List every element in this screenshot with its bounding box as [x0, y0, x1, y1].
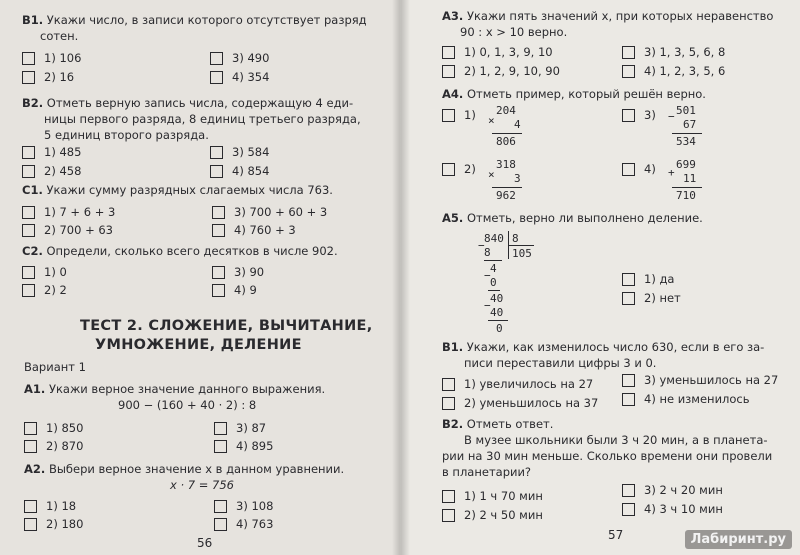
checkbox[interactable]	[622, 503, 635, 516]
question-a2: А2. Выбери верное значение x в данном уравнении.	[24, 462, 345, 476]
book-gutter	[392, 0, 410, 555]
question-c2: С2. Определи, сколько всего десятков в числе 902.	[22, 244, 338, 258]
question-text: В музее школьники были 3 ч 20 мин, а в планета-	[464, 433, 768, 447]
operand: 11	[683, 172, 697, 185]
checkbox[interactable]	[442, 163, 455, 176]
question-b1: В1. Укажи число, в записи которого отсутствует разряд	[22, 13, 367, 27]
checkbox-option[interactable]: 1) 850	[24, 421, 83, 435]
checkbox[interactable]	[22, 224, 35, 237]
result: 710	[676, 189, 696, 202]
expression: 900 − (160 + 40 · 2) : 8	[118, 398, 257, 412]
calc-line	[484, 260, 502, 261]
checkbox[interactable]	[442, 509, 455, 522]
checkbox-option[interactable]: 3) 90	[212, 265, 264, 279]
checkbox-option[interactable]: 3) 87	[214, 421, 266, 435]
question-a5: А5. Отметь, верно ли выполнено деление.	[442, 211, 703, 225]
operator-sign: −	[668, 110, 675, 123]
operator-sign: ×	[488, 168, 495, 181]
test-subtitle: УМНОЖЕНИЕ, ДЕЛЕНИЕ	[95, 337, 302, 353]
checkbox-option[interactable]: 4)	[622, 162, 656, 176]
checkbox-option[interactable]: 3) 584	[210, 145, 269, 159]
checkbox-option[interactable]: 1) 7 + 6 + 3	[22, 205, 115, 219]
question-text: в планетарии?	[442, 465, 532, 479]
remainder: 0	[496, 322, 503, 335]
checkbox-option[interactable]: 2) 458	[22, 164, 81, 178]
operand: 3	[514, 172, 521, 185]
result: 806	[496, 135, 516, 148]
calc-line	[672, 187, 702, 188]
checkbox[interactable]	[22, 165, 35, 178]
checkbox[interactable]	[214, 440, 227, 453]
checkbox-option[interactable]: 4) 3 ч 10 мин	[622, 502, 723, 516]
calc-line	[488, 290, 500, 291]
question-b2: В2. Отметь верную запись числа, содержащую 4 еди-	[22, 96, 354, 110]
checkbox-option[interactable]: 2) 2	[22, 283, 67, 297]
operator-sign: ×	[488, 114, 495, 127]
checkbox[interactable]	[22, 52, 35, 65]
result: 962	[496, 189, 516, 202]
checkbox-option[interactable]: 2) 16	[22, 70, 74, 84]
checkbox[interactable]	[210, 146, 223, 159]
checkbox-option[interactable]: 4) 1, 2, 3, 5, 6	[622, 64, 725, 78]
subtrahend: 40	[490, 306, 504, 319]
checkbox[interactable]	[622, 109, 635, 122]
calc-line	[492, 187, 522, 188]
question-text: 90 : x > 10 верно.	[460, 25, 568, 39]
checkbox[interactable]	[22, 206, 35, 219]
checkbox[interactable]	[22, 71, 35, 84]
checkbox[interactable]	[210, 165, 223, 178]
checkbox-option[interactable]: 1) 1 ч 70 мин	[442, 489, 543, 503]
checkbox[interactable]	[24, 422, 37, 435]
question-b2-right: В2. Отметь ответ.	[442, 417, 554, 431]
calc-line	[672, 133, 702, 134]
checkbox-option[interactable]: 2) уменьшилось на 37	[442, 396, 598, 410]
checkbox-option[interactable]: 3) 700 + 60 + 3	[212, 205, 327, 219]
checkbox[interactable]	[24, 518, 37, 531]
checkbox[interactable]	[214, 500, 227, 513]
checkbox-option[interactable]: 4) 354	[210, 70, 269, 84]
checkbox-option[interactable]: 2) 1, 2, 9, 10, 90	[442, 64, 560, 78]
checkbox-option[interactable]: 1) 18	[24, 499, 76, 513]
checkbox-option[interactable]: 4) 854	[210, 164, 269, 178]
checkbox[interactable]	[22, 266, 35, 279]
checkbox[interactable]	[212, 224, 225, 237]
checkbox[interactable]	[442, 397, 455, 410]
checkbox[interactable]	[214, 518, 227, 531]
checkbox[interactable]	[24, 440, 37, 453]
checkbox-option[interactable]: 2) 870	[24, 439, 83, 453]
checkbox[interactable]	[622, 374, 635, 387]
checkbox[interactable]	[214, 422, 227, 435]
question-a3: А3. Укажи пять значений x, при которых неравенство	[442, 9, 774, 23]
question-a1: А1. Укажи верное значение данного выражения.	[24, 382, 326, 396]
checkbox-option[interactable]: 1) увеличилось на 27	[442, 377, 593, 391]
operand: 204	[496, 104, 516, 117]
operand: 318	[496, 158, 516, 171]
checkbox-option[interactable]: 2) нет	[622, 291, 681, 305]
checkbox-option[interactable]: 3) 2 ч 20 мин	[622, 483, 723, 497]
remainder: 4	[490, 262, 497, 275]
question-b1-right: В1. Укажи, как изменилось число 630, если в его за-	[442, 340, 765, 354]
page-number: 56	[197, 536, 213, 550]
question-text: сотен.	[40, 29, 79, 43]
checkbox[interactable]	[622, 273, 635, 286]
checkbox-option[interactable]: 4) 9	[212, 283, 257, 297]
dividend: 840	[484, 232, 504, 245]
operand: 699	[676, 158, 696, 171]
expression: x · 7 = 756	[170, 478, 234, 492]
checkbox[interactable]	[210, 52, 223, 65]
checkbox-option[interactable]: 1) 0	[22, 265, 67, 279]
question-text: ницы первого разряда, 8 единиц третьего разряда,	[44, 112, 361, 126]
checkbox[interactable]	[212, 206, 225, 219]
checkbox[interactable]	[442, 378, 455, 391]
checkbox[interactable]	[622, 46, 635, 59]
checkbox[interactable]	[622, 393, 635, 406]
checkbox[interactable]	[622, 65, 635, 78]
operator-sign: +	[668, 166, 675, 179]
page-number: 57	[608, 528, 624, 542]
checkbox-option[interactable]: 2)	[442, 162, 476, 176]
checkbox[interactable]	[442, 46, 455, 59]
quotient: 105	[512, 247, 532, 260]
watermark: Лабиринт.ру	[685, 530, 792, 549]
checkbox-option[interactable]: 2) 2 ч 50 мин	[442, 508, 543, 522]
checkbox[interactable]	[22, 146, 35, 159]
checkbox[interactable]	[622, 484, 635, 497]
test-title: ТЕСТ 2. СЛОЖЕНИЕ, ВЫЧИТАНИЕ,	[80, 318, 373, 334]
question-text: писи переставили цифры 3 и 0.	[464, 356, 657, 370]
checkbox-option[interactable]: 3)	[622, 108, 656, 122]
division-line	[508, 245, 534, 246]
checkbox-option[interactable]: 3) 1, 3, 5, 6, 8	[622, 45, 725, 59]
operand: 501	[676, 104, 696, 117]
checkbox-option[interactable]: 4) 763	[214, 517, 273, 531]
checkbox[interactable]	[24, 500, 37, 513]
checkbox-option[interactable]: 1) 485	[22, 145, 81, 159]
question-text: 5 единиц второго разряда.	[44, 128, 209, 142]
question-c1: С1. Укажи сумму разрядных слагаемых числа 763.	[22, 183, 333, 197]
checkbox[interactable]	[622, 163, 635, 176]
checkbox-option[interactable]: 3) уменьшилось на 27	[622, 373, 778, 387]
checkbox[interactable]	[442, 490, 455, 503]
checkbox-option[interactable]: 2) 180	[24, 517, 83, 531]
checkbox[interactable]	[622, 292, 635, 305]
checkbox-option[interactable]: 4) 895	[214, 439, 273, 453]
subtrahend: 0	[490, 276, 497, 289]
checkbox-option[interactable]: 3) 490	[210, 51, 269, 65]
checkbox[interactable]	[212, 266, 225, 279]
checkbox[interactable]	[212, 284, 225, 297]
checkbox-option[interactable]: 1) 106	[22, 51, 81, 65]
checkbox-option[interactable]: 4) не изменилось	[622, 392, 750, 406]
checkbox[interactable]	[442, 109, 455, 122]
divisor: 8	[512, 232, 519, 245]
calc-line	[488, 320, 508, 321]
variant-label: Вариант 1	[24, 360, 86, 374]
checkbox-option[interactable]: 1) 0, 1, 3, 9, 10	[442, 45, 553, 59]
checkbox-option[interactable]: 1)	[442, 108, 476, 122]
checkbox-option[interactable]: 2) 700 + 63	[22, 223, 113, 237]
calc-line	[492, 133, 522, 134]
remainder: 40	[490, 292, 504, 305]
checkbox[interactable]	[442, 65, 455, 78]
operand: 67	[683, 118, 697, 131]
question-a4: А4. Отметь пример, который решён верно.	[442, 87, 706, 101]
checkbox[interactable]	[210, 71, 223, 84]
operand: 4	[514, 118, 521, 131]
checkbox-option[interactable]: 4) 760 + 3	[212, 223, 296, 237]
subtrahend: 8	[484, 246, 491, 259]
result: 534	[676, 135, 696, 148]
checkbox-option[interactable]: 1) да	[622, 272, 674, 286]
checkbox[interactable]	[22, 284, 35, 297]
checkbox-option[interactable]: 3) 108	[214, 499, 273, 513]
question-text: рии на 30 мин меньше. Сколько времени они провели	[442, 449, 773, 463]
right-page: А3. Укажи пять значений x, при которых неравенство 90 : x > 10 верно. 1) 0, 1, 3, 9, 10 2) 1, 2, 9, 10, 90 3) 1, 3, 5, 6, 8 4) 1, 2, 3, 5, 6 А4. Отметь пример, который решён верно. 1) × 204 4 806 3) − 501 67 534 2) × 318 3 962 4) + 699 11 710 А5. Отметь, верно ли выполнено деление. 840 8 105 − 8 4 − 0 40 − 40 0 1) да 2) нет В1. Укажи, как изменилось число 630, если в его за- писи переставили цифры 3 и 0. 1) увеличилось на 27 2) уменьшилось на 37 3) уменьшилось на 27 4) не изменилось В2. Отметь ответ. В музее школьники были 3 ч 20 мин, а в планета- рии на 30 мин меньше. Сколько времени они провели в планетарии? 1) 1 ч 70 мин 2) 2 ч 50 мин 3) 2 ч 20 мин 4) 3 ч 10 мин 57	[400, 0, 800, 555]
